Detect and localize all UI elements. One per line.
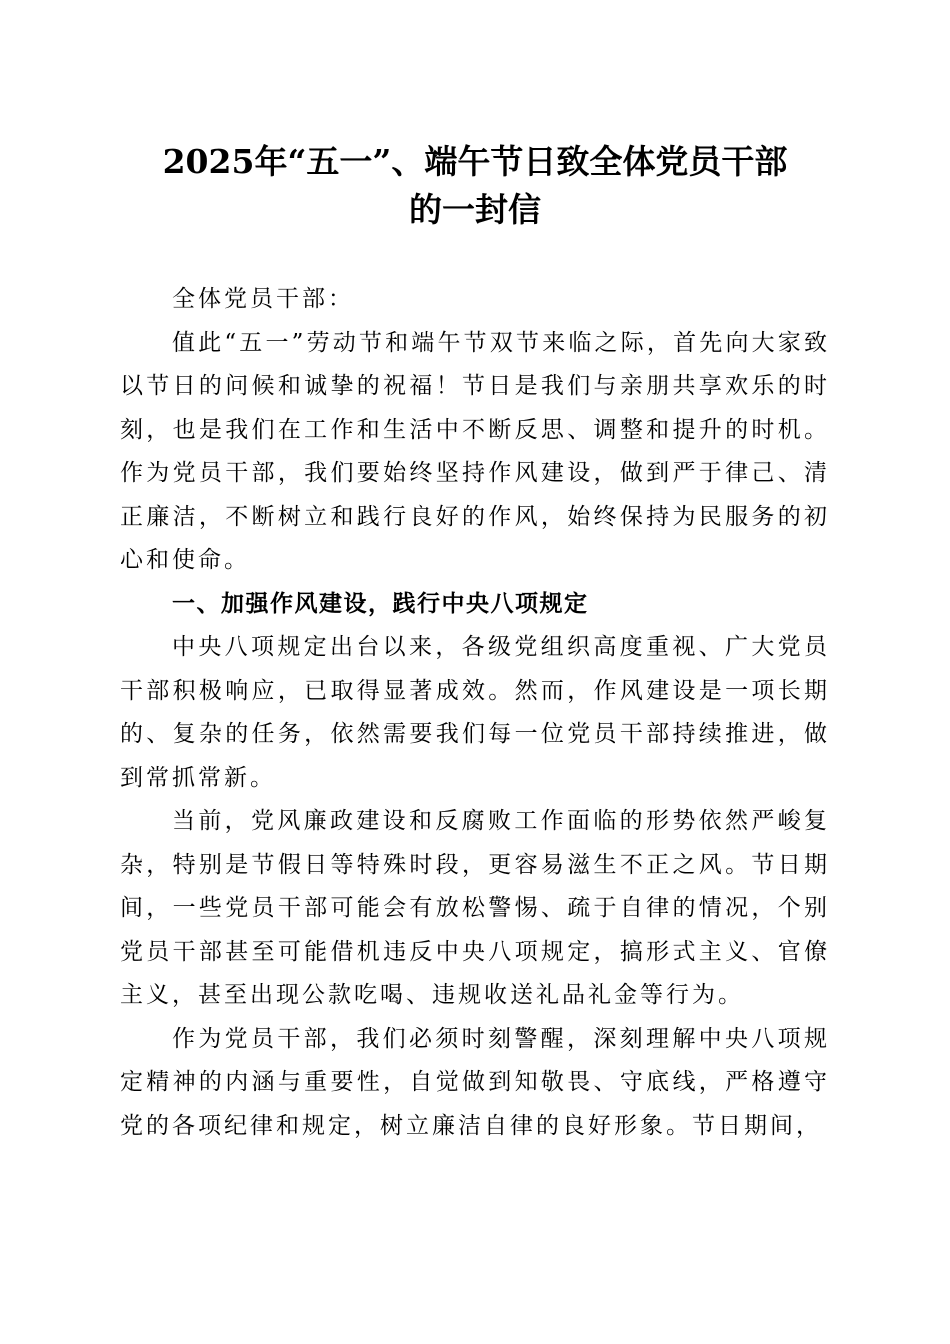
document-body (120, 278, 830, 1148)
title-line-1: 2025年“五一”、端午节日致全体党员干部 (162, 142, 788, 181)
title-line-2: 的一封信 (409, 190, 541, 229)
paragraph-section1-a: 中央八项规定出台以来，各级党组织高度重视、广大党员干部积极响应，已取得显著成效。然而，作风建设是一项长期的、复杂的任务，依然需要我们每一位党员干部持续推进，做到常抓常新。 (120, 634, 830, 791)
salutation: 全体党员干部： (172, 286, 354, 312)
section-heading-1: 一、加强作风建设，践行中央八项规定 (172, 590, 589, 617)
paragraph-intro: 值此“五一”劳动节和端午节双节来临之际，首先向大家致以节日的问候和诚挚的祝福！节日是我们与亲朋共享欢乐的时刻，也是我们在工作和生活中不断反思、调整和提升的时机。作为党员干部，我们要始终坚持作风建设，做到严于律己、清正廉洁，不断树立和践行良好的作风，始终保持为民服务的初心和使命。 (120, 329, 830, 573)
paragraph-section1-b: 当前，党风廉政建设和反腐败工作面临的形势依然严峻复杂，特别是节假日等特殊时段，更容易滋生不正之风。节日期间，一些党员干部可能会有放松警惕、疏于自律的情况，个别党员干部甚至可能借机违反中央八项规定，搞形式主义、官僚主义，甚至出现公款吃喝、违规收送礼品礼金等行为。 (120, 808, 830, 1008)
paragraph-section1-c: 作为党员干部，我们必须时刻警醒，深刻理解中央八项规定精神的内涵与重要性，自觉做到知敬畏、守底线，严格遵守党的各项纪律和规定，树立廉洁自律的良好形象。节日期间， (120, 1025, 830, 1139)
document-title (100, 138, 850, 234)
